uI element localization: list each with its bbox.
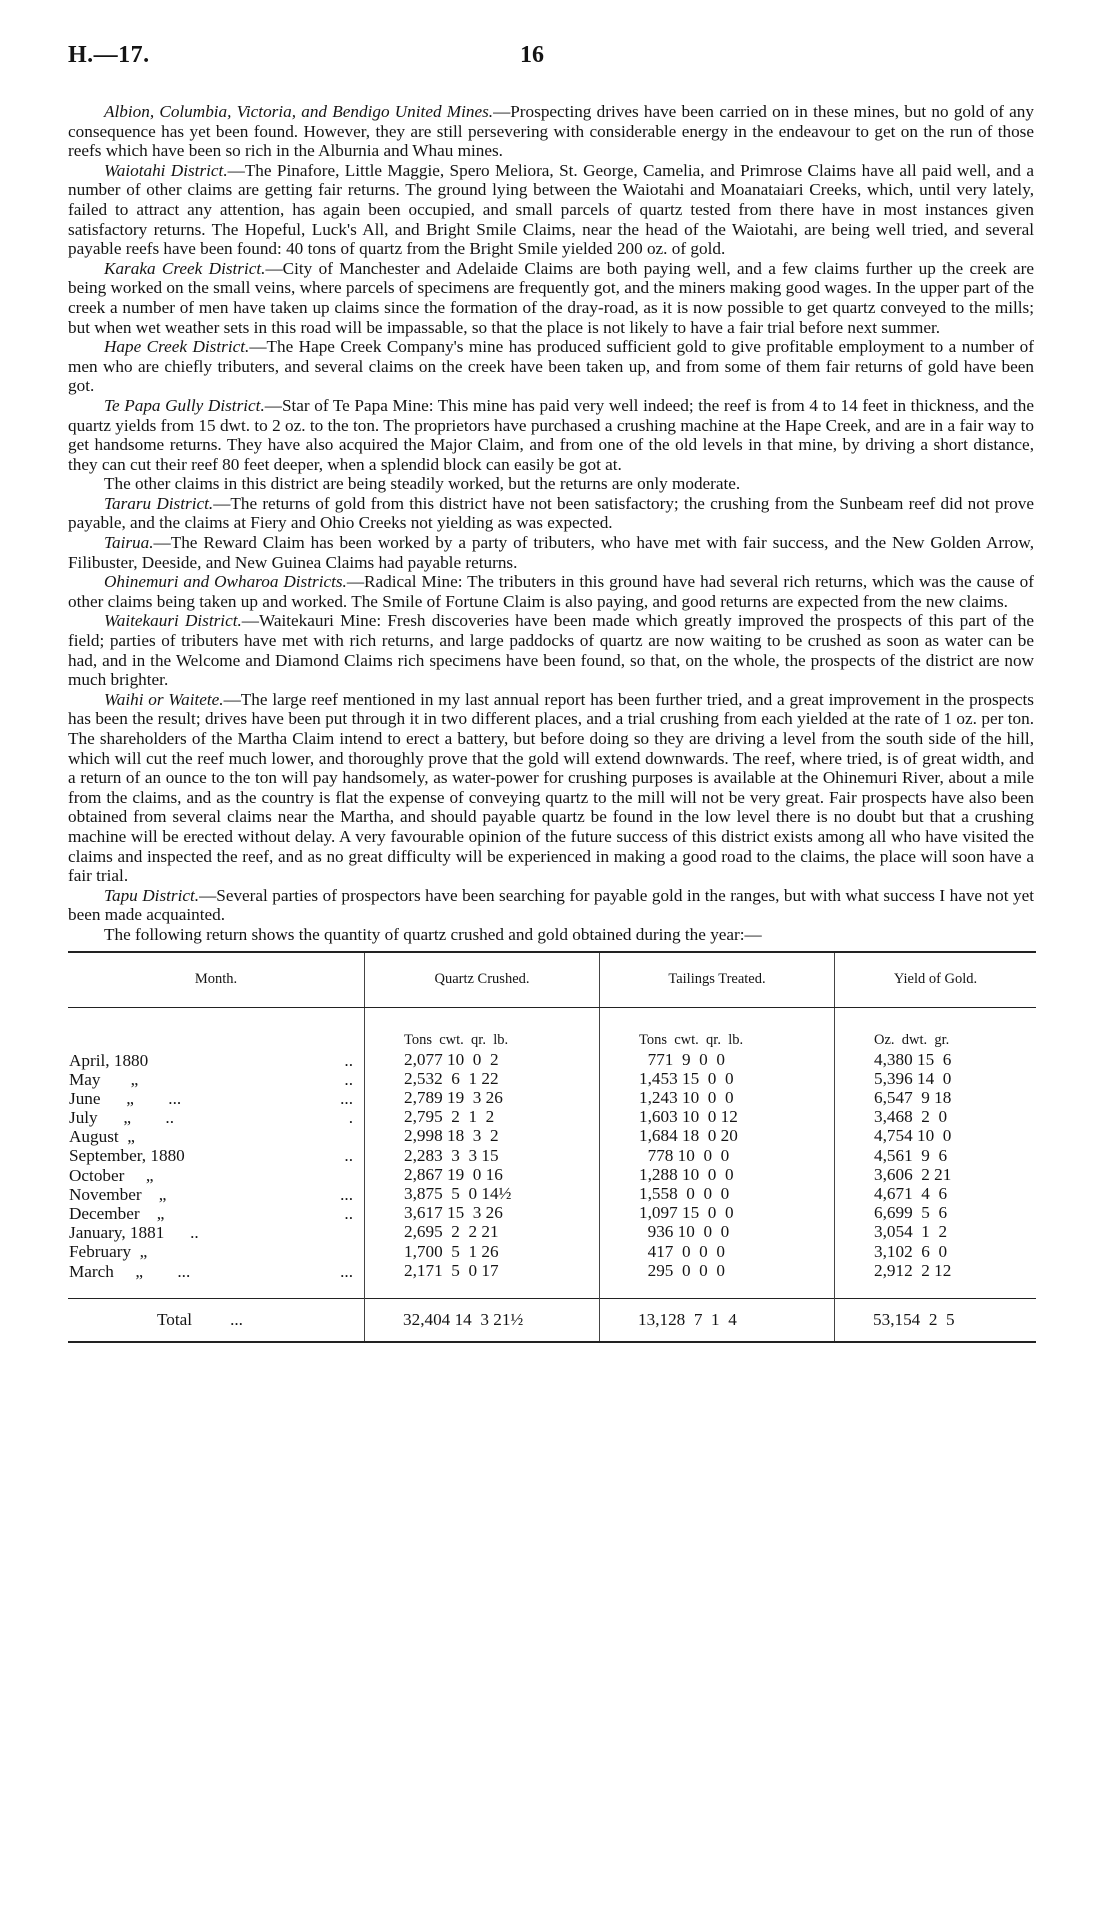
month-label: June „ ... xyxy=(69,1088,182,1108)
paragraph-text: —Several parties of prospectors have been searching for payable gold in the ranges, but with what success I have not yet been made acquainted. xyxy=(68,885,1034,925)
paragraph-lead: Tapu District. xyxy=(104,885,200,905)
paragraph xyxy=(68,572,1034,611)
month-label: December „ xyxy=(69,1204,165,1224)
gold-cell: 5,396 14 0 xyxy=(874,1068,952,1088)
paragraph xyxy=(68,925,1034,945)
tailings-cell: 1,453 15 0 0 xyxy=(639,1068,734,1088)
paragraph-lead: Karaka Creek District. xyxy=(104,258,266,278)
paragraph-lead: Tararu District. xyxy=(104,493,214,513)
quartz-cell: 2,789 19 3 26 xyxy=(404,1088,503,1108)
month-column xyxy=(68,1007,365,1282)
document-page xyxy=(68,42,1034,1343)
paragraph-text: —Star of Te Papa Mine: This mine has paid very well indeed; the reef is from 4 to 14 feet in thickness, and the quartz yields from 15 dwt. to 2 oz. to the ton. The proprietors have purchased a crushing machine at the Hape Creek, and are in a fair way to get handsome returns. They have also acquired the Major Claim, and from one of the old levels in that mine, by driving a short distance, they can cut their reef 80 feet deeper, when a splendid block can easily be got at. xyxy=(68,395,1034,474)
quartz-cell: 3,875 5 0 14½ xyxy=(404,1184,512,1204)
paragraph xyxy=(68,337,1034,396)
quartz-return-table xyxy=(68,951,1036,1343)
paragraph xyxy=(68,690,1034,886)
paragraph-lead: Hape Creek District. xyxy=(104,337,250,357)
table-row-month xyxy=(69,1185,363,1204)
gold-cell: 4,380 15 6 xyxy=(874,1049,952,1069)
gold-cell: 6,699 5 6 xyxy=(874,1203,948,1223)
table-row-month xyxy=(69,1070,363,1089)
quartz-cell: 1,700 5 1 26 xyxy=(404,1241,499,1261)
tailings-cell: 771 9 0 0 xyxy=(639,1049,725,1069)
month-label: April, 1880 xyxy=(69,1050,149,1070)
total-tailings: 13,128 7 1 4 xyxy=(600,1298,835,1342)
paragraph xyxy=(68,474,1034,494)
report-code: H.—17. xyxy=(68,42,150,68)
paragraph xyxy=(68,494,1034,533)
paragraph-lead: Te Papa Gully District. xyxy=(104,395,265,415)
page-number: 16 xyxy=(520,42,544,68)
tailings-cell: 1,097 15 0 0 xyxy=(639,1203,734,1223)
paragraph-text: The following return shows the quantity of quartz crushed and gold obtained during the year:— xyxy=(104,924,762,944)
paragraph-text: —Waitekauri Mine: Fresh discoveries have been made which greatly improved the prospects of this part of the field; parties of tributers have met with rich returns, and large paddocks of quartz are now waiting to be crushed as soon as water can be had, and in the Welcome and Diamond Claims rich specimens have been found, so that, on the whole, the prospects of the district are now much brighter. xyxy=(68,611,1034,690)
paragraph xyxy=(68,533,1034,572)
table-row-month xyxy=(69,1166,363,1185)
paragraph xyxy=(68,611,1034,689)
paragraph-text: —Radical Mine: The tributers in this ground have had several rich returns, which was the cause of other claims being taken up and worked. The Smile of Fortune Claim is also paying, and good returns are expected from the new claims. xyxy=(68,572,1034,611)
leader-dots xyxy=(353,1223,363,1242)
quartz-cell: 2,867 19 0 16 xyxy=(404,1164,503,1184)
tailings-cell: 417 0 0 0 xyxy=(639,1241,725,1261)
leader-dots xyxy=(353,1127,363,1146)
table-row-month xyxy=(69,1051,363,1070)
month-label: May „ xyxy=(69,1069,139,1089)
month-label: August „ xyxy=(69,1127,135,1147)
units-month xyxy=(69,1009,363,1051)
quartz-cell: 2,077 10 0 2 xyxy=(404,1049,499,1069)
total-label: Total xyxy=(157,1309,193,1329)
units-gold: Oz. dwt. gr. xyxy=(874,1031,950,1048)
col-header-gold: Yield of Gold. xyxy=(835,952,1037,1008)
leader-dots: ... xyxy=(340,1184,353,1204)
tailings-cell: 1,243 10 0 0 xyxy=(639,1088,734,1108)
tailings-cell: 1,603 10 0 12 xyxy=(639,1107,738,1127)
table-row-month xyxy=(69,1108,363,1127)
table-body-row xyxy=(68,1007,1036,1282)
tailings-cell: 778 10 0 0 xyxy=(639,1145,730,1165)
paragraph xyxy=(68,396,1034,474)
gold-cell: 3,468 2 0 xyxy=(874,1107,948,1127)
paragraph-lead: Waihi or Waitete. xyxy=(104,689,224,709)
paragraph-text: —Prospecting drives have been carried on in these mines, but no gold of any consequence has yet been found. However, they are still persevering with considerable energy in the endeavour to get on the run of those reefs which have been so rich in the Alburnia and Whau mines. xyxy=(68,102,1034,161)
leader-dots: .. xyxy=(344,1204,353,1224)
table-row-month xyxy=(69,1223,363,1242)
gold-cell: 6,547 9 18 xyxy=(874,1088,952,1108)
gold-cell: 2,912 2 12 xyxy=(874,1260,952,1280)
paragraph-lead: Albion, Columbia, Victoria, and Bendigo United Mines. xyxy=(104,102,494,121)
quartz-cell: 2,532 6 1 22 xyxy=(404,1068,499,1088)
table-row-month xyxy=(69,1242,363,1261)
month-label: October „ xyxy=(69,1165,154,1185)
gold-column xyxy=(835,1007,1037,1282)
leader-dots: . xyxy=(348,1108,353,1128)
gold-cell: 4,671 4 6 xyxy=(874,1184,948,1204)
gold-cell: 3,054 1 2 xyxy=(874,1222,948,1242)
paragraph-lead: Waitekauri District. xyxy=(104,611,242,631)
col-header-tailings: Tailings Treated. xyxy=(600,952,835,1008)
month-label: January, 1881 .. xyxy=(69,1223,199,1243)
table-row-month xyxy=(69,1262,363,1281)
quartz-cell: 2,795 2 1 2 xyxy=(404,1107,495,1127)
paragraph-text: —City of Manchester and Adelaide Claims are both paying well, and a few claims further up the creek are being worked on the small veins, where parcels of specimens are frequently got, and the miners making good wages. In the upper part of the creek a number of men have taken up claims since the formation of the dray-road, as it is now possible to get quartz conveyed to the mills; but when wet weather sets in this road will be impassable, so that the place is not likely to have a fair trial before next summer. xyxy=(68,258,1034,337)
paragraph xyxy=(68,886,1034,925)
paragraph-text: —The Reward Claim has been worked by a party of tributers, who have met with fair success, and the New Golden Arrow, Filibuster, Deeside, and New Guinea Claims had payable returns. xyxy=(68,533,1034,572)
paragraph-text: —The Pinafore, Little Maggie, Spero Meliora, St. George, Camelia, and Primrose Claims have all paid well, and a number of other claims are getting fair returns. The ground lying between the Waiotahi and Moanataiari Creeks, which, until very lately, failed to attract any attention, has again been occupied, and small parcels of quartz tested from there have in most instances given satisfactory returns. The Hopeful, Luck's All, and Bright Smile Claims, near the head of the Waiotahi, are being well tried, and several payable reefs have been found: 40 tons of quartz from the Bright Smile yielded 200 oz. of gold. xyxy=(68,160,1034,259)
table-header-row xyxy=(68,952,1036,1008)
gold-cell: 3,606 2 21 xyxy=(874,1164,952,1184)
quartz-cell: 2,283 3 3 15 xyxy=(404,1145,499,1165)
paragraph-lead: Waiotahi District. xyxy=(104,160,228,180)
tailings-cell: 295 0 0 0 xyxy=(639,1260,725,1280)
col-header-month: Month. xyxy=(68,952,365,1008)
tailings-cell: 1,558 0 0 0 xyxy=(639,1184,730,1204)
tailings-cell: 936 10 0 0 xyxy=(639,1222,730,1242)
gold-cell: 3,102 6 0 xyxy=(874,1241,948,1261)
month-label: March „ ... xyxy=(69,1261,191,1281)
total-quartz: 32,404 14 3 21½ xyxy=(365,1298,600,1342)
total-dots: ... xyxy=(230,1309,243,1329)
report-body xyxy=(68,102,1034,945)
tailings-cell: 1,288 10 0 0 xyxy=(639,1164,734,1184)
table-row-month xyxy=(69,1127,363,1146)
page-header xyxy=(68,42,1034,82)
quartz-cell: 2,171 5 0 17 xyxy=(404,1260,499,1280)
quartz-cell: 3,617 15 3 26 xyxy=(404,1203,503,1223)
month-label: November „ xyxy=(69,1184,167,1204)
gold-cell: 4,754 10 0 xyxy=(874,1126,952,1146)
paragraph-text: The other claims in this district are being steadily worked, but the returns are only moderate. xyxy=(104,474,741,494)
table-row-month xyxy=(69,1089,363,1108)
month-label: July „ .. xyxy=(69,1108,175,1128)
leader-dots: .. xyxy=(344,1050,353,1070)
paragraph xyxy=(68,102,1034,161)
tailings-column xyxy=(600,1007,835,1282)
total-gold: 53,154 2 5 xyxy=(835,1298,1037,1342)
tailings-cell: 1,684 18 0 20 xyxy=(639,1126,738,1146)
paragraph-lead: Ohinemuri and Owharoa Districts. xyxy=(104,572,347,592)
units-quartz: Tons cwt. qr. lb. xyxy=(404,1031,509,1048)
month-label: February „ xyxy=(69,1242,148,1262)
table-row-month xyxy=(69,1146,363,1165)
quartz-cell: 2,695 2 2 21 xyxy=(404,1222,499,1242)
paragraph-text: —The Hape Creek Company's mine has produced sufficient gold to give profitable employment to a number of men who are chiefly tributers, and several claims on the creek have been taken up, and from some of them fair returns of gold have been got. xyxy=(68,337,1034,396)
leader-dots: .. xyxy=(344,1069,353,1089)
quartz-cell: 2,998 18 3 2 xyxy=(404,1126,499,1146)
leader-dots: .. xyxy=(344,1146,353,1166)
paragraph-text: —The large reef mentioned in my last annual report has been further tried, and a great improvement in the prospects has been the result; drives have been put through it in two different places, and a trial crushing from each yielded at the rate of 1 oz. per ton. The shareholders of the Martha Claim intend to erect a battery, but before doing so they are driving a level from the south side of the hill, which will cut the reef much lower, and thoroughly prove that the gold will extend downwards. The reef, where tried, is of great width, and a return of an ounce to the ton will pay handsomely, as water-power for crushing purposes is available at the Ohinemuri River, about a mile from the claims, and as the country is flat the expense of conveying quartz to the mill will not be very great. Fair prospects have also been obtained from several claims near the Martha, and should payable quartz be found in the low level there is no doubt but that a crushing machine will be erected without delay. A very favourable opinion of the future success of this district exists among all who have visited the claims and inspected the reef, and as no great difficulty will be experienced in making a good road to the claims, the place will soon have a fair trial. xyxy=(68,689,1034,886)
paragraph xyxy=(68,259,1034,337)
leader-dots xyxy=(353,1166,363,1185)
table-row-month xyxy=(69,1204,363,1223)
paragraph-lead: Tairua. xyxy=(104,533,154,553)
leader-dots xyxy=(353,1242,363,1261)
total-row xyxy=(68,1298,1036,1342)
gold-cell: 4,561 9 6 xyxy=(874,1145,948,1165)
col-header-quartz: Quartz Crushed. xyxy=(365,952,600,1008)
quartz-column xyxy=(365,1007,600,1282)
month-label: September, 1880 xyxy=(69,1146,185,1166)
leader-dots: ... xyxy=(340,1261,353,1281)
units-tailings: Tons cwt. qr. lb. xyxy=(639,1031,744,1048)
leader-dots: ... xyxy=(340,1088,353,1108)
paragraph-text: —The returns of gold from this district have not been satisfactory; the crushing from the Sunbeam reef did not prove payable, and the claims at Fiery and Ohio Creeks not yielding as was expected. xyxy=(68,493,1034,533)
paragraph xyxy=(68,161,1034,259)
